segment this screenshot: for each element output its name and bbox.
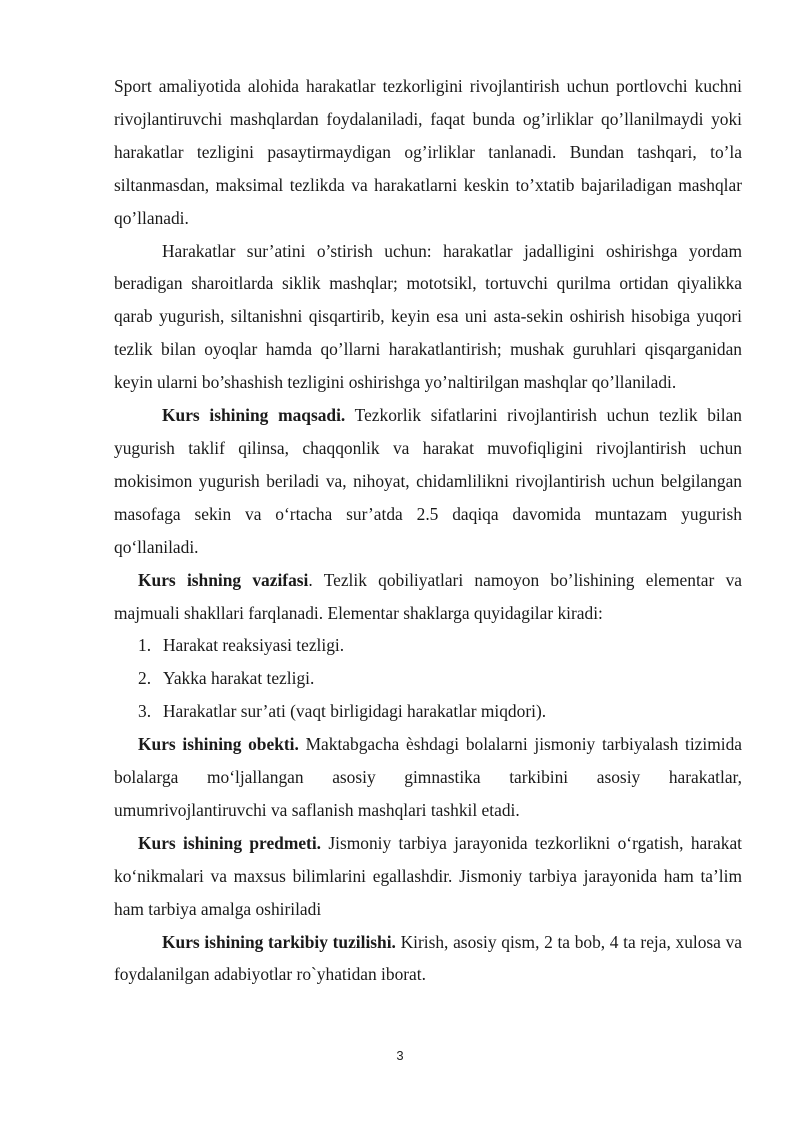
- course-goal-heading: Kurs ishining maqsadi.: [162, 405, 346, 426]
- course-structure-text: Kirish, asosiy qism, 2 ta bob, 4 ta reja, xulosa va foydalanilgan adabiyotlar ro`yhatidan iborat.: [114, 931, 742, 985]
- paragraph-movement-rate: Harakatlar sur’atini o’stirish uchun: harakatlar jadalligini oshirishga yordam beradigan sharoitlarda siklik mashqlar; mototsikl, tortuvchi qurilma ortidan qiyalikka qarab yugurish, siltanishni qisqartirib, keyin esa uni asta-sekin oshirish hisobiga yuqori tezlik bilan oyoqlar hamda qo’llarni harakatlantirish; mushak guruhlari qisqarganidan keyin ularni bo’shashish tezligini oshirishga yo’naltirilgan mashqlar qo’llaniladi.: [114, 240, 742, 393]
- paragraph-course-structure: [114, 926, 742, 992]
- elementary-forms-list: [114, 629, 742, 728]
- course-tasks-heading: Kurs ishning vazifasi: [138, 569, 309, 590]
- list-item: [114, 695, 742, 728]
- paragraph-course-subject: [114, 827, 742, 926]
- list-item-text: Yakka harakat tezligi.: [163, 668, 315, 689]
- list-item: [114, 629, 742, 662]
- course-object-heading: Kurs ishining obekti.: [138, 734, 299, 755]
- document-page: [114, 70, 742, 991]
- list-item-number: 3.: [138, 701, 152, 722]
- paragraph-course-tasks: [114, 564, 742, 630]
- list-item: [114, 662, 742, 695]
- course-tasks-text: . Tezlik qobiliyatlari namoyon bo’lishining elementar va majmuali shakllari farqlanadi. Elementar shaklarga quyidagilar kiradi:: [114, 569, 742, 623]
- list-item-text: Harakat reaksiyasi tezligi.: [163, 635, 345, 656]
- page-number: 3: [396, 1048, 404, 1063]
- course-subject-text: Jismoniy tarbiya jarayonida tezkorlikni o‘rgatish, harakat ko‘nikmalari va maxsus bilimlarini egallashdir. Jismoniy tarbiya jarayonida ham ta’lim ham tarbiya amalga oshiriladi: [114, 832, 742, 919]
- course-structure-heading: Kurs ishining tarkibiy tuzilishi.: [162, 931, 396, 952]
- paragraph-intro: Sport amaliyotida alohida harakatlar tezkorligini rivojlantirish uchun portlovchi kuchni rivojlantiruvchi mashqlardan foydalaniladi, faqat bunda og’irliklar qo’llanilmaydi yoki harakatlar tezligini pasaytirmaydigan og’irliklar tanlanadi. Bundan tashqari, to’la siltanmasdan, maksimal tezlikda va harakatlarni keskin to’xtatib bajariladigan mashqlar qo’llanadi.: [114, 76, 742, 228]
- paragraph-course-object: [114, 728, 742, 827]
- paragraph-course-goal: [114, 399, 742, 564]
- list-item-number: 1.: [138, 635, 152, 656]
- course-subject-heading: Kurs ishining predmeti.: [138, 832, 322, 853]
- course-goal-text: Tezkorlik sifatlarini rivojlantirish uchun tezlik bilan yugurish taklif qilinsa, chaqqonlik va harakat muvofiqligini rivojlantirish uchun mokisimon yugurish beriladi va, nihoyat, chidamlilikni rivojlantirish uchun belgilangan masofaga sekin va o‘rtacha sur’atda 2.5 daqiqa davomida muntazam yugurish qo‘llaniladi.: [114, 405, 742, 557]
- list-item-text: Harakatlar sur’ati (vaqt birligidagi harakatlar miqdori).: [163, 701, 547, 722]
- list-item-number: 2.: [138, 668, 152, 689]
- course-object-text: Maktabgacha èshdagi bolalarni jismoniy tarbiyalash tizimida bolalarga mo‘ljallangan asosiy gimnastika tarkibini asosiy harakatlar, umumrivojlantiruvchi va saflanish mashqlari tashkil etadi.: [114, 734, 742, 820]
